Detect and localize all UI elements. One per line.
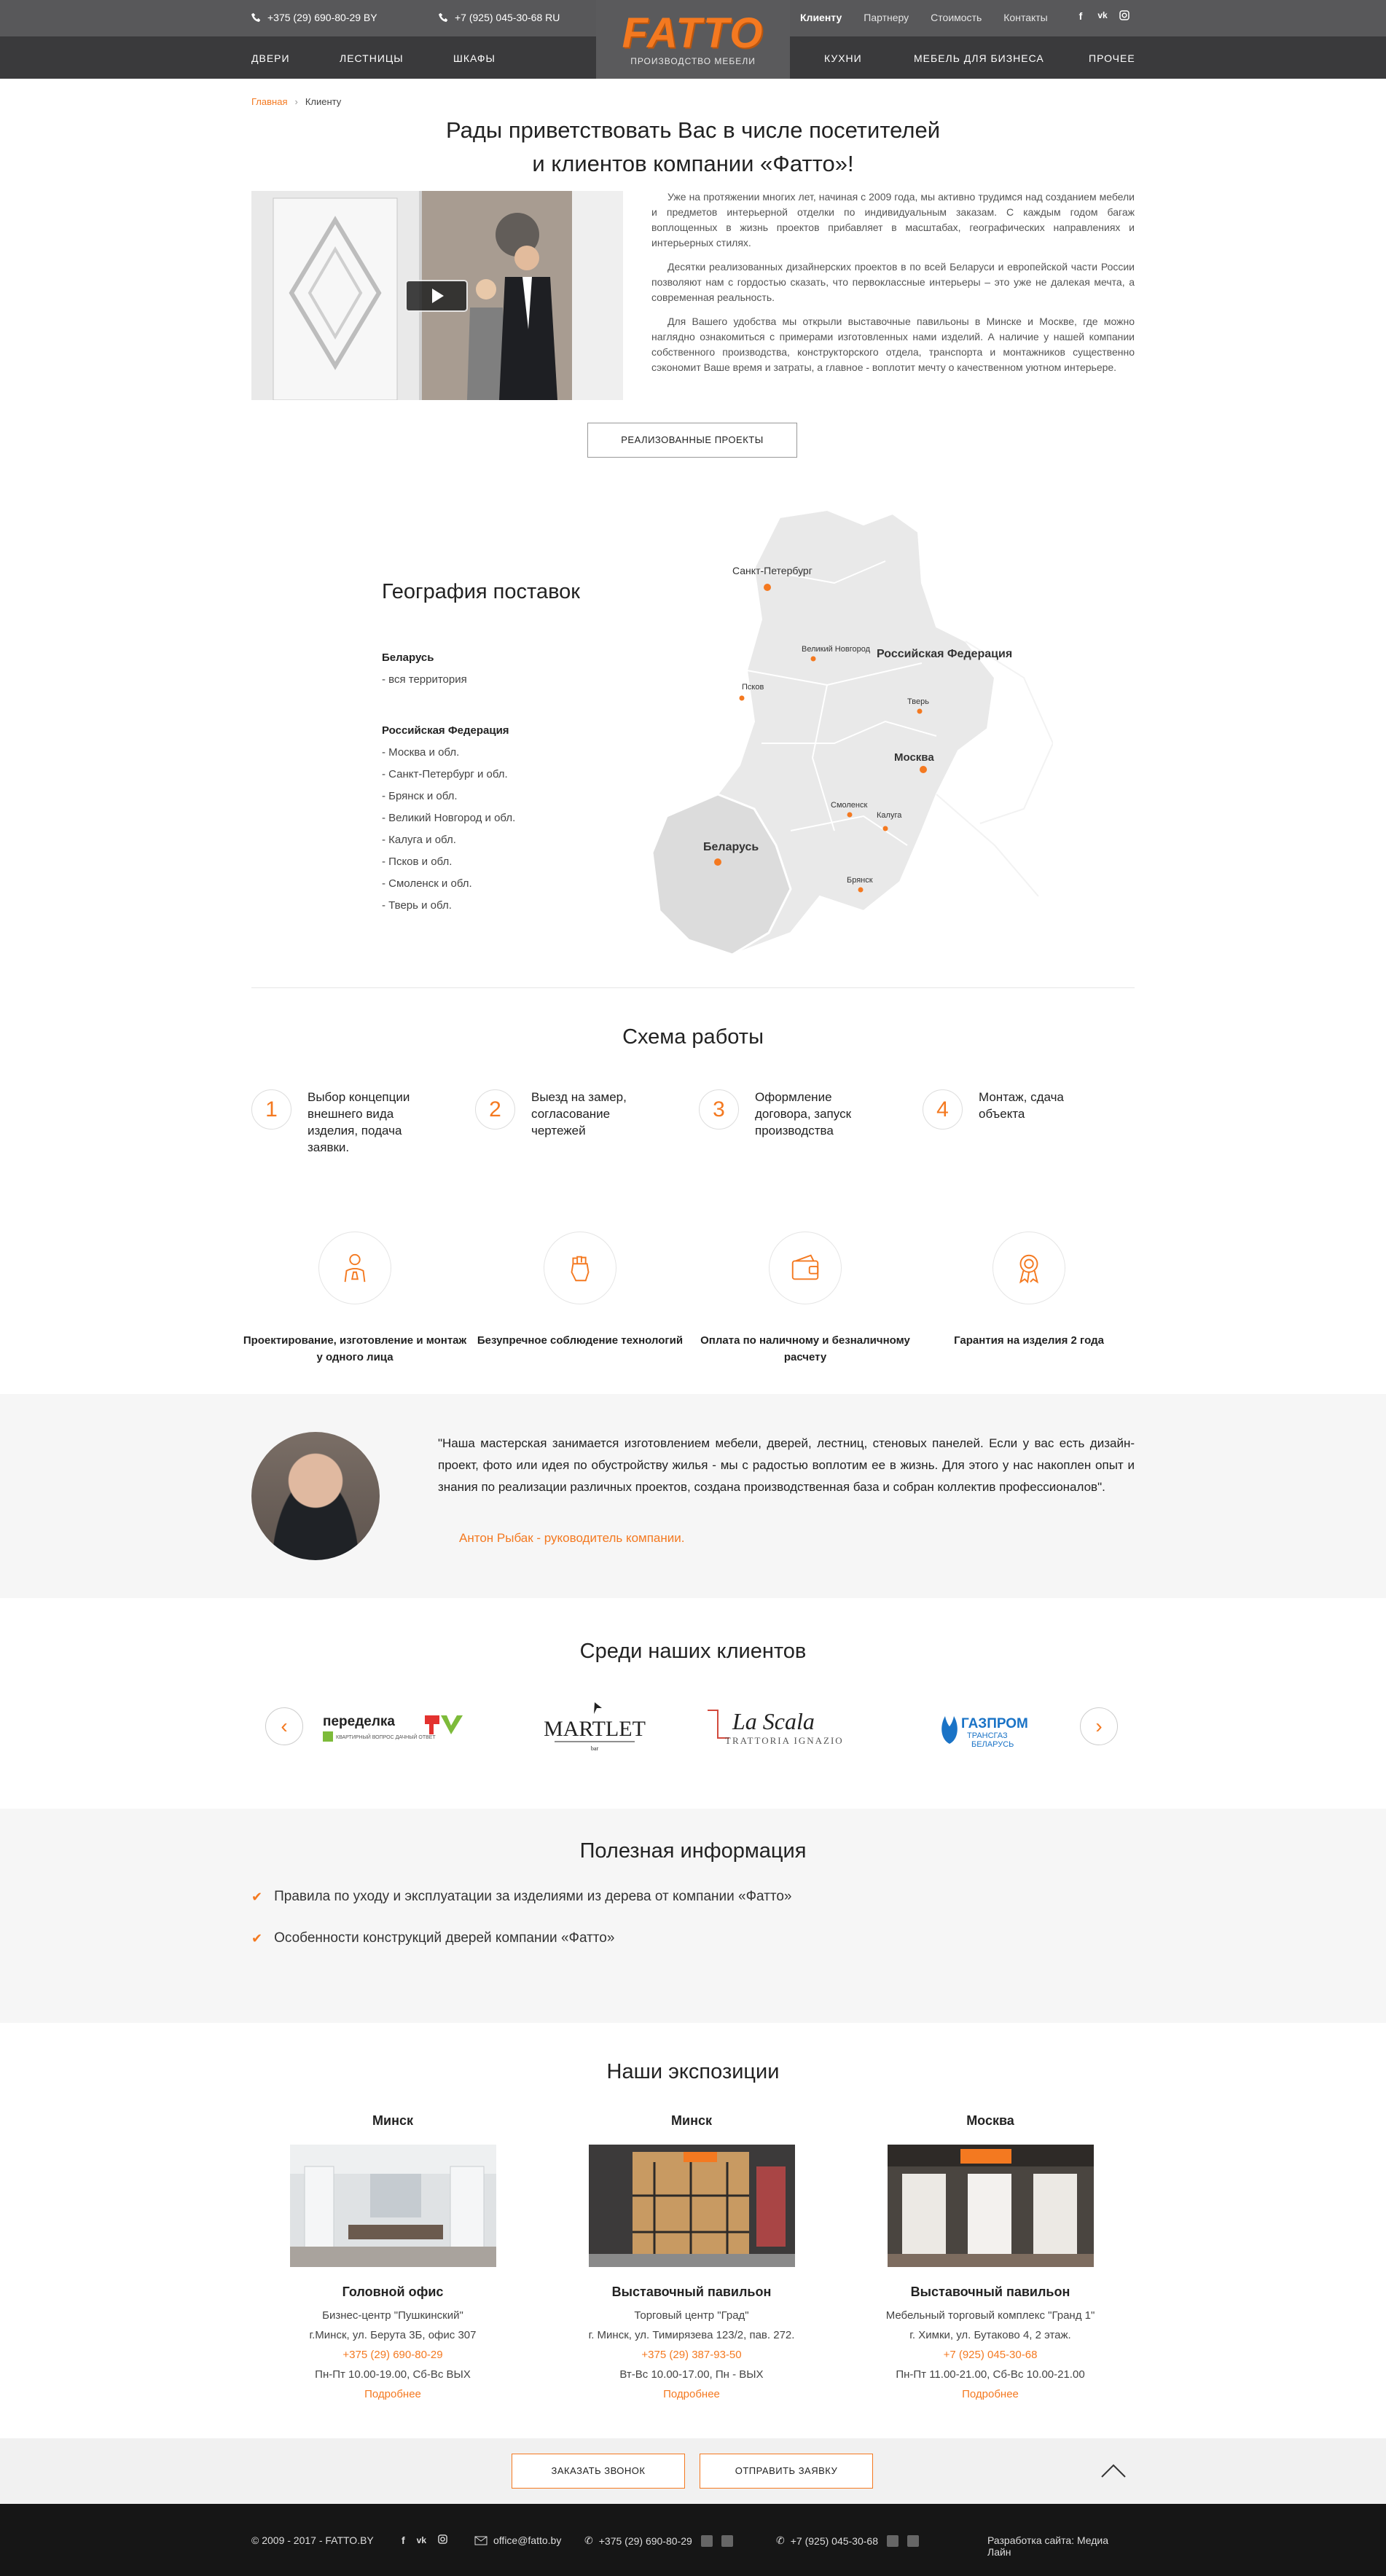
breadcrumb-home[interactable]: Главная [251, 96, 288, 107]
expo-more-link[interactable]: Подробнее [663, 2388, 720, 2400]
top-link-client[interactable]: Клиенту [800, 12, 842, 23]
cta-bar [0, 2438, 1386, 2504]
map-label-belarus: Беларусь [703, 841, 759, 853]
order-call-button[interactable]: ЗАКАЗАТЬ ЗВОНОК [512, 2454, 685, 2489]
info-link[interactable] [251, 1930, 614, 1946]
geo-russia-head: Российская Федерация [382, 724, 509, 737]
expo-name: Выставочный павильон [611, 2285, 772, 2299]
quote-author: Антон Рыбак - руководитель компании. [459, 1531, 685, 1545]
info-link-text: Правила по уходу и эксплуатации за изделиями из дерева от компании «Фатто» [274, 1889, 792, 1904]
expo-address: г. Минск, ул. Тимирязева 123/2, пав. 272. [588, 2329, 795, 2341]
geography-title: География поставок [382, 580, 580, 603]
breadcrumb-separator-icon: › [294, 96, 298, 107]
expo-hours: Вт-Вс 10.00-17.00, Пн - ВЫХ [619, 2368, 764, 2381]
expo-phone[interactable]: +375 (29) 387-93-50 [641, 2349, 742, 2361]
geo-russia-item: - Санкт-Петербург и обл. [382, 768, 508, 780]
viber-icon [887, 2535, 898, 2547]
expo-city: Минск [671, 2113, 712, 2128]
vk-icon[interactable]: vk [1097, 10, 1108, 20]
expo-city: Москва [966, 2113, 1014, 2128]
map-label-kaluga: Калуга [877, 811, 902, 820]
footer-copyright: © 2009 - 2017 - FATTO.BY [251, 2534, 374, 2546]
expo-line: Мебельный торговый комплекс "Гранд 1" [885, 2309, 1095, 2322]
top-link-partner[interactable]: Партнеру [864, 12, 909, 23]
expo-hours: Пн-Пт 10.00-19.00, Сб-Вс ВЫХ [315, 2368, 471, 2381]
vk-icon[interactable]: vk [416, 2535, 427, 2545]
expo-photo[interactable] [888, 2145, 1094, 2267]
intro-paragraph: Десятки реализованных дизайнерских проектов в по всей Беларуси и европейской части России позволяют нам с гордостью сказать, что первоклассные интерьеры – это уже не далекая мечта, а современная реальность. [651, 261, 1135, 303]
info-link[interactable] [251, 1889, 792, 1905]
nav-kitchens[interactable]: КУХНИ [824, 52, 862, 64]
site-logo[interactable] [596, 0, 790, 79]
feature-label: Безупречное соблюдение технологий [477, 1334, 684, 1347]
info-link-text: Особенности конструкций дверей компании «Фатто» [274, 1930, 615, 1946]
phone-ru-text: +7 (925) 045-30-68 RU [455, 12, 560, 23]
gazprom-sub2: БЕЛАРУСЬ [971, 1740, 1014, 1749]
check-icon: ✔ [251, 1930, 263, 1946]
expo-more-link[interactable]: Подробнее [962, 2388, 1019, 2400]
map-label-moscow: Москва [894, 751, 934, 764]
geo-russia-item: - Москва и обл. [382, 746, 460, 759]
mail-icon [474, 2536, 488, 2545]
breadcrumb-current: Клиенту [305, 96, 342, 107]
footer [0, 2504, 1386, 2576]
footer-social [402, 2534, 447, 2546]
expo-photo[interactable] [290, 2145, 496, 2267]
geo-belarus-item: - вся территория [382, 673, 467, 686]
map-label-bryansk: Брянск [847, 876, 873, 885]
geo-russia-item: - Псков и обл. [382, 856, 453, 868]
martlet-sub: bar [590, 1745, 599, 1752]
step-number: 1 [251, 1089, 291, 1130]
map-label-tver: Тверь [907, 697, 929, 706]
step-text: Оформление договора, запуск производства [755, 1090, 852, 1138]
gazprom-sub1: ТРАНСГАЗ [967, 1731, 1008, 1740]
step-number: 2 [475, 1089, 515, 1130]
expo-address: г. Химки, ул. Бутаково 4, 2 этаж. [909, 2329, 1071, 2341]
info-title: Полезная информация [579, 1839, 807, 1863]
top-link-contacts[interactable]: Контакты [1003, 12, 1048, 23]
step-text: Монтаж, сдача объекта [979, 1090, 1064, 1121]
intro-paragraph: Для Вашего удобства мы открыли выставочные павильоны в Минске и Москве, где можно наглядно ознакомиться с примерами изготовленных нами изделий. А наличие у нашей компании собственного производства, конструкторского отдела, транспорта и монтажников существенно сэкономит Ваше время и затраты, а главное - воплотит мечту о качественном уютном интерьере. [651, 316, 1135, 373]
page-title-line2: и клиентов компании «Фатто»! [532, 151, 854, 176]
expo-card [269, 2113, 517, 2404]
footer-phone-by[interactable] [584, 2534, 733, 2547]
geo-russia-item: - Великий Новгород и обл. [382, 812, 516, 824]
step-text: Выезд на замер, согласование чертежей [531, 1090, 627, 1138]
expos-title: Наши экспозиции [606, 2060, 780, 2083]
nav-stairs[interactable]: ЛЕСТНИЦЫ [340, 52, 404, 64]
scheme-title: Схема работы [622, 1025, 764, 1049]
peredelka-sub: КВАРТИРНЫЙ ВОПРОС ДАЧНЫЙ ОТВЕТ [336, 1735, 436, 1740]
phone-icon: ✆ [584, 2534, 593, 2546]
nav-doors[interactable]: ДВЕРИ [251, 52, 290, 64]
intro-paragraph: Уже на протяжении многих лет, начиная с 2009 года, мы активно трудимся над созданием мебели и предметов интерьерной отделки по индивидуальным заказам. С каждым годом багаж воплощенных в жизнь проектов прибавляет в масштабах, географических направлениях и интерьерных стилях. [651, 191, 1135, 248]
instagram-icon[interactable] [438, 2534, 447, 2546]
logo-sub: ПРОИЗВОДСТВО МЕБЕЛИ [630, 56, 756, 66]
map-label-pskov: Псков [742, 683, 764, 692]
step-text: Выбор концепции внешнего вида изделия, подача заявки. [308, 1090, 410, 1154]
chevron-right-icon: › [1095, 1715, 1103, 1737]
expo-name: Головной офис [342, 2285, 444, 2299]
step-number: 4 [923, 1089, 963, 1130]
expo-line: Торговый центр "Град" [634, 2309, 749, 2322]
footer-email[interactable] [474, 2534, 561, 2546]
map-label-spb: Санкт-Петербург [732, 565, 813, 576]
map-label-rf: Российская Федерация [877, 648, 1013, 660]
map-label-smolensk: Смоленск [831, 801, 868, 810]
feature-label: Гарантия на изделия 2 года [954, 1334, 1104, 1347]
geo-russia-item: - Брянск и обл. [382, 790, 458, 802]
expo-address: г.Минск, ул. Берута 3Б, офис 307 [309, 2329, 477, 2341]
page-title-line1: Рады приветствовать Вас в числе посетителей [445, 117, 941, 143]
quote-text: "Наша мастерская занимается изготовлением мебели, дверей, лестниц, стеновых панелей. Если у вас есть дизайн-проект, фото или идея по обустройству жилья - мы с радостью воплотим ее в жизнь. Для этого у нас накоплен опыт и знания по реализации различных проектов, создана производственная база и собран коллектив профессионалов". [438, 1436, 1135, 1494]
viber-icon [701, 2535, 713, 2547]
peredelka-text: переделка [323, 1714, 395, 1729]
expo-name: Выставочный павильон [910, 2285, 1070, 2299]
gazprom-text: ГАЗПРОМ [961, 1716, 1028, 1731]
whatsapp-icon [907, 2535, 919, 2547]
expo-phone[interactable]: +375 (29) 690-80-29 [342, 2349, 443, 2361]
feature-label: Оплата по наличному и безналичному расчету [700, 1334, 910, 1363]
chevron-left-icon: ‹ [281, 1715, 288, 1737]
footer-phone-ru[interactable] [776, 2534, 919, 2547]
expo-phone[interactable]: +7 (925) 045-30-68 [943, 2349, 1038, 2361]
phone-icon: ✆ [776, 2534, 785, 2546]
clients-title: Среди наших клиентов [579, 1640, 807, 1663]
lascala-text: La Scala [732, 1708, 815, 1734]
geo-russia-item: - Калуга и обл. [382, 834, 456, 846]
top-link-price[interactable]: Стоимость [931, 12, 982, 23]
logo-word: FATTO [622, 9, 764, 57]
expo-city: Минск [372, 2113, 413, 2128]
martlet-text: MARTLET [544, 1717, 646, 1741]
footer-phone2-text: +7 (925) 045-30-68 [790, 2534, 878, 2547]
nav-other[interactable]: ПРОЧЕЕ [1089, 52, 1135, 64]
expo-more-link[interactable]: Подробнее [364, 2388, 421, 2400]
expo-card [866, 2113, 1114, 2404]
phone-by-text: +375 (29) 690-80-29 BY [267, 12, 377, 23]
facebook-icon[interactable]: f [402, 2534, 405, 2546]
map-label-vn: Великий Новгород [802, 645, 871, 654]
check-icon: ✔ [251, 1889, 263, 1904]
geo-russia-item: - Тверь и обл. [382, 899, 452, 912]
footer-email-text: office@fatto.by [493, 2534, 562, 2546]
footer-developer-link[interactable]: Разработка сайта: Медиа Лайн [987, 2534, 1109, 2558]
geo-russia-item: - Смоленск и обл. [382, 877, 472, 890]
nav-business-furniture[interactable]: МЕБЕЛЬ ДЛЯ БИЗНЕСА [914, 52, 1044, 64]
nav-wardrobes[interactable]: ШКАФЫ [453, 52, 496, 64]
geo-belarus-head: Беларусь [382, 651, 434, 664]
whatsapp-icon [721, 2535, 733, 2547]
lascala-sub: TRATTORIA IGNAZIO [725, 1735, 844, 1746]
scroll-up-icon[interactable] [1099, 2459, 1128, 2481]
step-number: 3 [699, 1089, 739, 1130]
projects-button[interactable]: РЕАЛИЗОВАННЫЕ ПРОЕКТЫ [587, 423, 797, 458]
expo-card [568, 2113, 815, 2404]
feature-label: Проектирование, изготовление и монтаж у одного лица [243, 1334, 467, 1363]
expo-line: Бизнес-центр "Пушкинский" [322, 2309, 463, 2322]
facebook-icon[interactable]: f [1078, 10, 1083, 22]
footer-phone1-text: +375 (29) 690-80-29 [598, 2534, 692, 2547]
expo-hours: Пн-Пт 11.00-21.00, Сб-Вс 10.00-21.00 [896, 2368, 1085, 2381]
send-request-button[interactable]: ОТПРАВИТЬ ЗАЯВКУ [700, 2454, 873, 2489]
expo-photo[interactable] [589, 2145, 795, 2267]
